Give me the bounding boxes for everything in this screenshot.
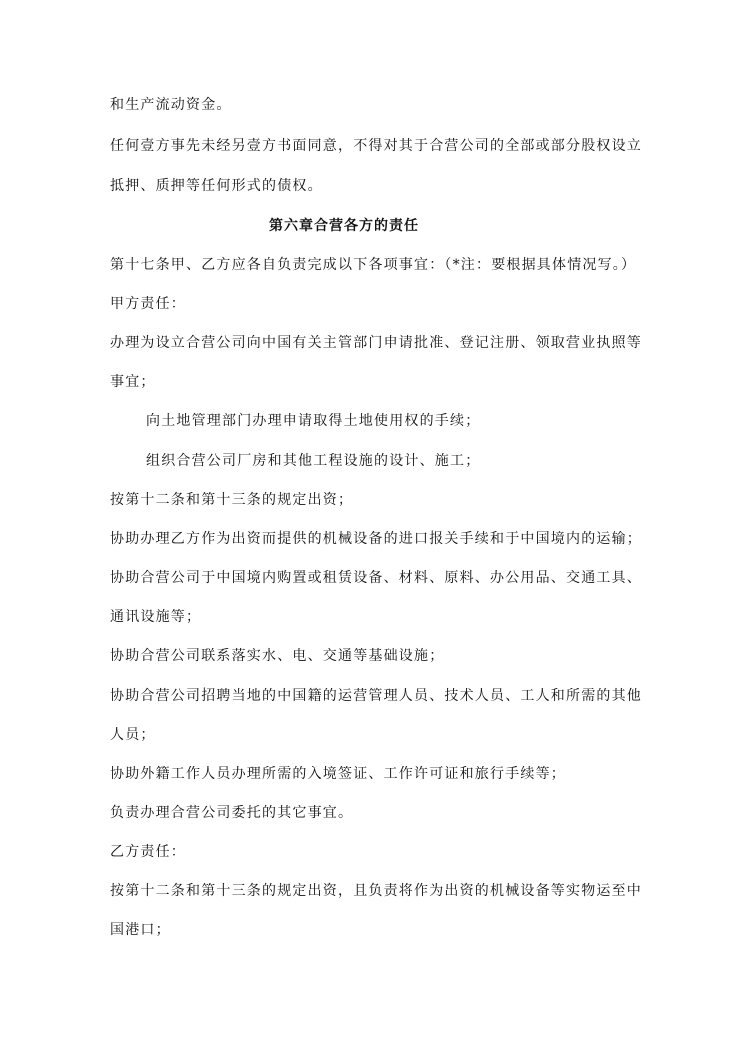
list-item: 办理为设立合营公司向中国有关主管部门申请批准、登记注册、领取营业执照等 <box>110 335 642 351</box>
list-item: 协助合营公司联系落实水、电、交通等基础设施； <box>110 648 445 664</box>
paragraph-line: 和生产流动资金。 <box>110 97 232 113</box>
list-item: 负责办理合营公司委托的其它事宜。 <box>110 805 354 821</box>
chapter-heading-text: 第六章合营各方的责任 <box>269 218 419 234</box>
list-item: 按第十二条和第十三条的规定出资； <box>110 492 354 508</box>
list-item: 协助外籍工作人员办理所需的入境签证、工作许可证和旅行手续等； <box>110 766 566 782</box>
list-item: 向土地管理部门办理申请取得土地使用权的手续； <box>146 413 481 429</box>
paragraph-line: 任何壹方事先未经另壹方书面同意，不得对其于合营公司的全部或部分股权设立 <box>110 138 642 154</box>
paragraph-line: 抵押、质押等任何形式的债权。 <box>110 178 323 194</box>
list-item-continuation: 事宜； <box>110 374 156 390</box>
article-line: 第十七条甲、乙方应各自负责完成以下各项事宜：（*注：要根据具体情况写。） <box>110 257 637 273</box>
list-item-continuation: 国港口； <box>110 922 171 938</box>
list-item: 组织合营公司厂房和其他工程设施的设计、施工； <box>146 453 481 469</box>
section-label: 甲方责任： <box>110 296 186 312</box>
list-item: 协助办理乙方作为出资而提供的机械设备的进口报关手续和于中国境内的运输； <box>110 531 642 547</box>
list-item: 协助合营公司于中国境内购置或租赁设备、材料、原料、办公用品、交通工具、 <box>110 570 642 586</box>
list-item: 按第十二条和第十三条的规定出资，且负责将作为出资的机械设备等实物运至中 <box>110 883 642 899</box>
list-item-continuation: 人员； <box>110 727 156 743</box>
list-item: 协助合营公司招聘当地的中国籍的运营管理人员、技术人员、工人和所需的其他 <box>110 688 642 704</box>
section-label: 乙方责任： <box>110 844 186 860</box>
list-item-continuation: 通讯设施等； <box>110 609 202 625</box>
chapter-heading <box>0 216 744 236</box>
